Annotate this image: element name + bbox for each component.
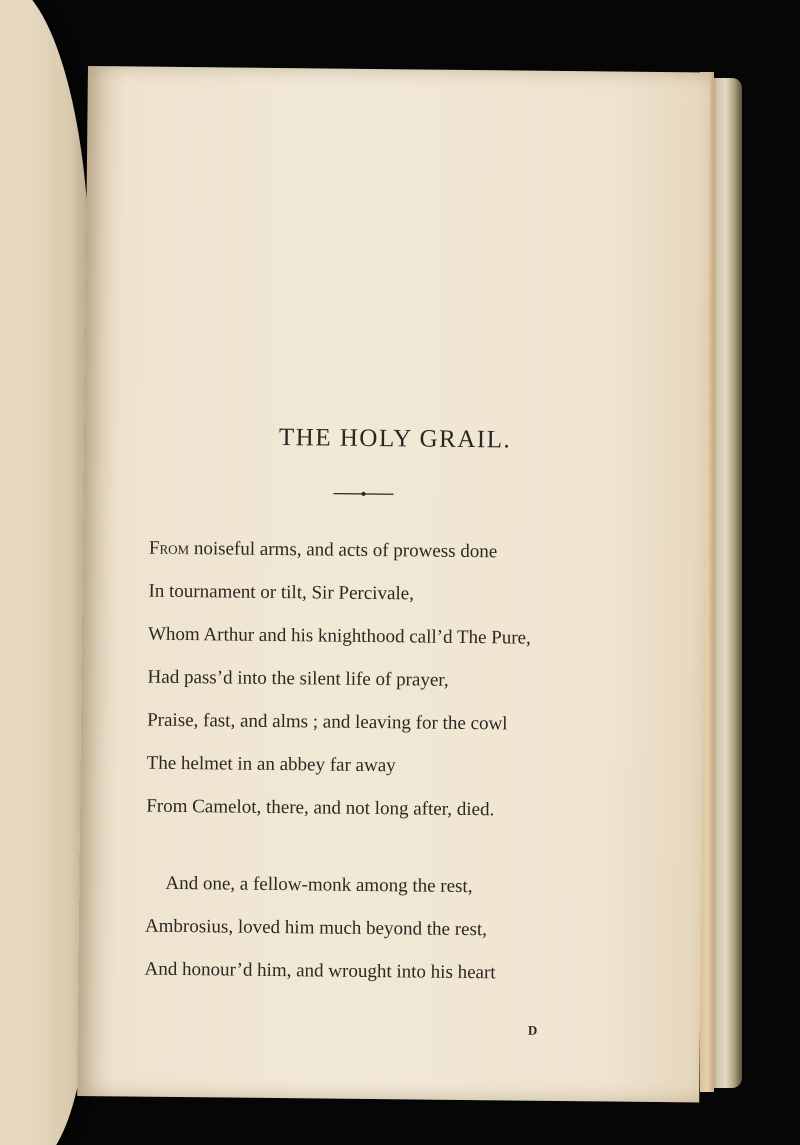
right-page <box>77 66 710 1102</box>
poem-line: And one, a fellow-monk among the rest, <box>165 872 473 898</box>
poem-line: From noiseful arms, and acts of prowess done <box>148 537 498 563</box>
poem-line-initial-word: From <box>148 537 190 560</box>
poem-line: Praise, fast, and alms ; and leaving for the cowl <box>147 709 508 735</box>
poem-line: Had pass’d into the silent life of prayer, <box>147 666 449 691</box>
poem-line: And honour’d him, and wrought into his heart <box>144 958 496 984</box>
signature-mark: D <box>527 1022 538 1038</box>
poem-line: From Camelot, there, and not long after, died. <box>146 795 495 821</box>
poem-line: Whom Arthur and his knighthood call’d The Pure, <box>147 623 531 649</box>
left-page <box>0 0 90 1145</box>
poem-line: The helmet in an abbey far away <box>146 752 396 777</box>
poem-line: In tournament or tilt, Sir Percivale, <box>148 580 415 605</box>
page-title: THE HOLY GRAIL. <box>278 424 512 454</box>
poem-line: Ambrosius, loved him much beyond the rest, <box>144 915 488 941</box>
title-ornament <box>334 491 394 498</box>
stanza-gap <box>146 828 666 867</box>
stanza-1 <box>146 527 669 833</box>
poem-text <box>144 527 669 996</box>
stanza-2 <box>144 862 665 996</box>
